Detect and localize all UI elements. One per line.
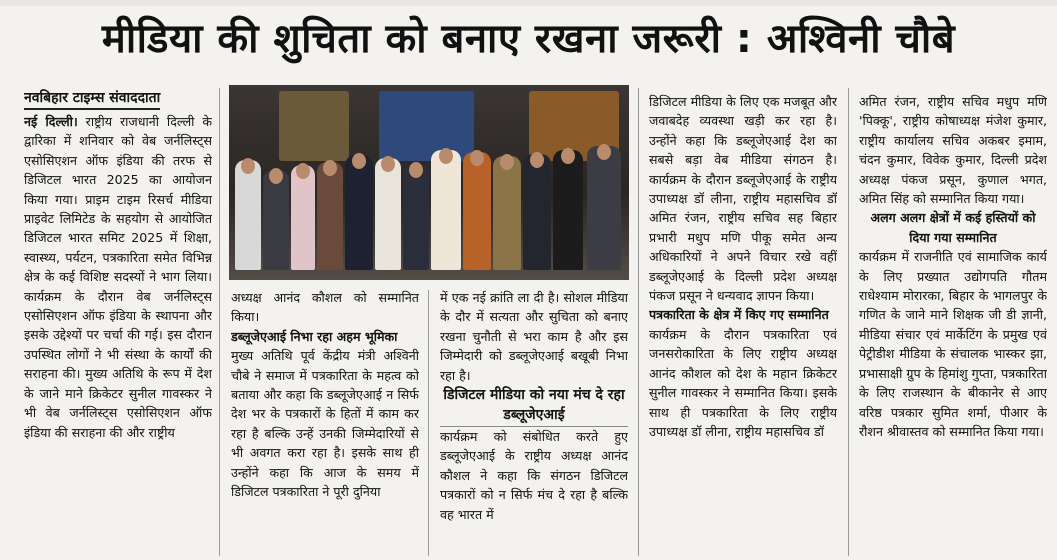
photo-person — [587, 146, 621, 270]
photo-face — [381, 156, 395, 172]
col1-paragraph: नई दिल्ली। राष्ट्रीय राजधानी दिल्ली के द्वारिका में शनिवार को वेब जर्नलिस्ट्स एसोसिएशन ऑफ इंडिया की तरफ से डिजिटल भारत 2025 का आयोजन किया गया। प्राइम टाइम रिसर्च मीडिया प्राइवेट लिमिटेड के सहयोग से आयोजित डिजिटल भारत समिट 2025 में शिक्षा, स्वास्थ्य, पर्यटन, पत्रकारिता समेत विभिन्न क्षेत्र के कई विशिष्ट सदस्यों ने भाग लिया। कार्यक्रम के दौरान वेब जर्नलिस्ट्स एसोसिएशन ऑफ इंडिया के स्थापना और इसके उद्देश्यों पर चर्चा की गई। इस दौरान उपस्थित लोगों ने भी संस्था के कार्यों की सराहना की। मुख्य अतिथि के रूप में देश के जाने माने क्रिकेटर सुनील गावस्कर ने भी वेब जर्नलिस्ट्स एसोसिएशन ऑफ इंडिया की सराहना की और राष्ट्रीय — [24, 114, 212, 440]
photo-face — [241, 158, 255, 174]
col4-paragraph: कार्यक्रम के दौरान पत्रकारिता एवं जनसरोकारिता के लिए राष्ट्रीय अध्यक्ष आनंद कौशल को देश के महान क्रिकेटर सुनील गावस्कर ने सम्मानित किया। इसके साथ ही पत्रकारिता के लिए राष्ट्रीय उपाध्यक्ष डॉ लीना, राष्ट्रीय महासचिव डॉ — [649, 326, 837, 439]
col4-paragraph: डिजिटल मीडिया के लिए एक मजबूत और जवाबदेह व्यवस्था खड़ी कर रहा है। उन्होंने कहा कि डब्लूजेएआई देश का सबसे बड़ा वेब मीडिया संगठन है। कार्यक्रम के दौरान डब्लूजेएआई के राष्ट्रीय उपाध्यक्ष डॉ लीना, राष्ट्रीय महासचिव डॉ अमित रंजन, राष्ट्रीय सचिव सह बिहार प्रभारी मधुप मणि पीकू समेत अन्य अधिकारियों ने अपने विचार रखे वहीं डब्लूजेएआई के दिल्ली प्रदेश अध्यक्ष पंकज प्रसून ने धन्यवाद ज्ञापन किया। — [649, 94, 837, 304]
photo-person — [317, 162, 343, 270]
column-divider — [638, 88, 639, 556]
photo-person — [403, 164, 429, 270]
column-3 — [440, 288, 628, 558]
photo-person — [523, 154, 551, 270]
col5-paragraph: कार्यक्रम में राजनीति एवं सामाजिक कार्य के लिए प्रख्यात उद्योगपति गौतम राधेश्याम मोरारका, बिहार के भागलपुर के गणित के जाने माने शिक्षक जी डी ज्ञानी, मीडिया संचार एवं मार्केटिंग के प्रमुख एवं पेट्रीडीश मीडिया के संचालक भास्कर झा, प्रभासाक्षी ग्रुप के हिमांशु गुप्ता, पत्रकारिता के लिए राजस्थान के बीकानेर से आए वरिष्ठ पत्रकार सुमित शर्मा, पीआर के रौशन श्रीवास्तव को सम्मानित किया गया। — [859, 249, 1047, 439]
photo-face — [561, 148, 575, 164]
photo-person — [463, 152, 491, 270]
photo-person — [493, 156, 521, 270]
photo-backdrop-screen — [379, 91, 474, 161]
photo-person — [263, 170, 289, 270]
column-divider — [428, 290, 429, 556]
photo-person — [553, 150, 583, 270]
col3-subhead: डिजिटल मीडिया को नया मंच दे रहा डब्लूजेएआई — [440, 385, 628, 427]
photo-face — [597, 144, 611, 160]
photo-face — [269, 168, 283, 184]
col4-subhead: पत्रकारिता के क्षेत्र में किए गए सम्मानित — [649, 307, 829, 323]
photo-face — [296, 163, 310, 179]
event-photo — [229, 85, 629, 280]
photo-person — [345, 155, 373, 270]
photo-face — [352, 153, 366, 169]
photo-face — [470, 150, 484, 166]
col2-paragraph: अध्यक्ष आनंद कौशल को सम्मानित किया। — [231, 290, 419, 325]
col2-subhead: डब्लूजेएआई निभा रहा अहम भूमिका — [231, 328, 398, 344]
byline: नवबिहार टाइम्स संवाददाता — [24, 88, 160, 110]
photo-face — [439, 148, 453, 164]
col5-paragraph: अमित रंजन, राष्ट्रीय सचिव मधुप मणि 'पिक्कू', राष्ट्रीय कोषाध्यक्ष मंजेश कुमार, राष्ट्रीय कार्यालय सचिव अकबर इमाम, चंदन कुमार, विवेक कुमार, दिल्ली प्रदेश अध्यक्ष पंकज प्रसून, कुणाल भगत, अमित सिंह को सम्मानित किया गया। — [859, 94, 1047, 207]
photo-person — [431, 150, 461, 270]
top-edge-strip — [0, 0, 1057, 6]
photo-face — [530, 152, 544, 168]
column-5 — [859, 92, 1047, 558]
headline: मीडिया की शुचिता को बनाए रखना जरूरी : अश्विनी चौबे — [101, 16, 956, 62]
column-1 — [24, 88, 212, 558]
col2-paragraph: मुख्य अतिथि पूर्व केंद्रीय मंत्री अश्विनी चौबे ने समाज में पत्रकारिता के महत्व को बताया और कहा कि डब्लूजेएआई न सिर्फ देश भर के पत्रकारों के हितों में काम कर रहा है बल्कि उन्हें उनकी जिम्मेदारियों से भी अवगत करा रहा है। इसके साथ ही उन्होंने कहा कि आज के समय में डिजिटल पत्रकारिता ने पूरी दुनिया — [231, 348, 419, 500]
photo-face — [409, 162, 423, 178]
photo-person — [291, 165, 315, 270]
column-2 — [231, 288, 419, 558]
photo-person — [375, 158, 401, 270]
col3-paragraph: में एक नई क्रांति ला दी है। सोशल मीडिया के दौर में सत्यता और सुचिता को बनाए रखना चुनौती से भरा काम है और इस जिम्मेदारी को डब्लूजेएआई बखूबी निभा रहा है। — [440, 290, 628, 383]
col5-subhead: अलग अलग क्षेत्रों में कई हस्तियों को दिया गया सम्मानित — [870, 210, 1036, 245]
photo-face — [500, 154, 514, 170]
photo-person — [235, 160, 261, 270]
column-4 — [649, 92, 837, 558]
column-divider — [219, 88, 220, 556]
photo-backdrop-banner — [279, 91, 349, 161]
col3-paragraph: कार्यक्रम को संबोधित करते हुए डब्लूजेएआई के राष्ट्रीय अध्यक्ष आनंद कौशल ने कहा कि संगठन डिजिटल पत्रकारों को न सिर्फ मंच दे रहा है बल्कि वह भारत में — [440, 429, 628, 522]
column-divider — [848, 88, 849, 556]
photo-face — [323, 160, 337, 176]
dateline: नई दिल्ली। — [24, 114, 78, 129]
